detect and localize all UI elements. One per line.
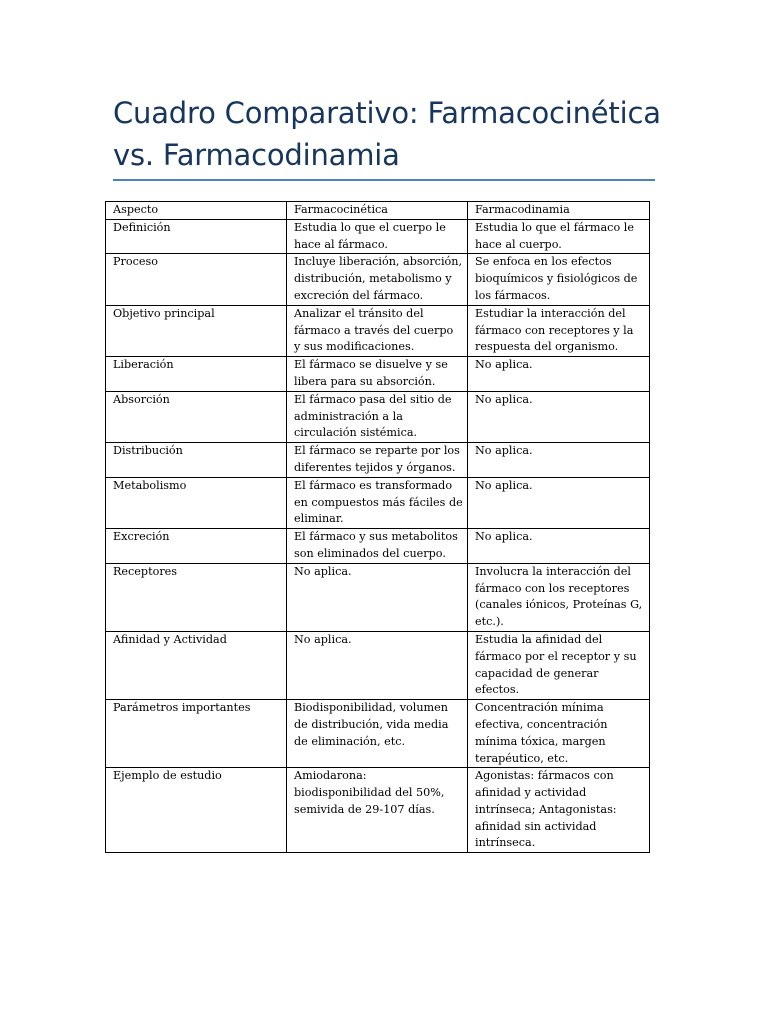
row-pk-cell: El fármaco se disuelve y se libera para su absorción. bbox=[287, 357, 468, 392]
row-pd-cell: Concentración mínima efectiva, concentración mínima tóxica, margen terapéutico, etc. bbox=[468, 700, 650, 768]
row-pk-cell: Incluye liberación, absorción, distribución, metabolismo y excreción del fármaco. bbox=[287, 254, 468, 305]
table-row bbox=[106, 254, 650, 305]
table-row bbox=[106, 219, 650, 254]
row-pk-cell: No aplica. bbox=[287, 631, 468, 699]
row-aspect-cell: Objetivo principal bbox=[106, 305, 287, 356]
row-pk-cell: Amiodarona: biodisponibilidad del 50%, semivida de 29-107 días. bbox=[287, 768, 468, 853]
row-pk-cell: No aplica. bbox=[287, 563, 468, 631]
row-pd-cell: No aplica. bbox=[468, 391, 650, 442]
row-aspect-cell: Parámetros importantes bbox=[106, 700, 287, 768]
table-row bbox=[106, 529, 650, 564]
row-aspect-cell: Proceso bbox=[106, 254, 287, 305]
row-aspect-cell: Distribución bbox=[106, 443, 287, 478]
row-aspect-cell: Definición bbox=[106, 219, 287, 254]
row-aspect-cell: Afinidad y Actividad bbox=[106, 631, 287, 699]
row-pd-cell: No aplica. bbox=[468, 357, 650, 392]
table-row bbox=[106, 305, 650, 356]
table-row bbox=[106, 443, 650, 478]
row-aspect-cell: Absorción bbox=[106, 391, 287, 442]
row-pd-cell: No aplica. bbox=[468, 443, 650, 478]
row-pd-cell: Estudia la afinidad del fármaco por el receptor y su capacidad de generar efectos. bbox=[468, 631, 650, 699]
table-header-row bbox=[106, 202, 650, 220]
header-cell-farmacodinamia: Farmacodinamia bbox=[468, 202, 650, 220]
table-row bbox=[106, 700, 650, 768]
row-aspect-cell: Receptores bbox=[106, 563, 287, 631]
row-pk-cell: El fármaco y sus metabolitos son eliminados del cuerpo. bbox=[287, 529, 468, 564]
document-title: Cuadro Comparativo: Farmacocinética vs. Farmacodinamia bbox=[113, 96, 661, 172]
row-pd-cell: No aplica. bbox=[468, 477, 650, 528]
row-pd-cell: Agonistas: fármacos con afinidad y actividad intrínseca; Antagonistas: afinidad sin actividad intrínseca. bbox=[468, 768, 650, 853]
table-row bbox=[106, 477, 650, 528]
row-pd-cell: Involucra la interacción del fármaco con los receptores (canales iónicos, Proteínas G, etc.). bbox=[468, 563, 650, 631]
row-aspect-cell: Metabolismo bbox=[106, 477, 287, 528]
header-cell-aspecto: Aspecto bbox=[106, 202, 287, 220]
row-pd-cell: No aplica. bbox=[468, 529, 650, 564]
row-pd-cell: Estudia lo que el fármaco le hace al cuerpo. bbox=[468, 219, 650, 254]
header-cell-farmacocinetica: Farmacocinética bbox=[287, 202, 468, 220]
table-row bbox=[106, 563, 650, 631]
row-aspect-cell: Excreción bbox=[106, 529, 287, 564]
table-row bbox=[106, 768, 650, 853]
comparison-table bbox=[105, 201, 650, 853]
table-row bbox=[106, 357, 650, 392]
row-pk-cell: Analizar el tránsito del fármaco a través del cuerpo y sus modificaciones. bbox=[287, 305, 468, 356]
row-aspect-cell: Liberación bbox=[106, 357, 287, 392]
row-pk-cell: Estudia lo que el cuerpo le hace al fármaco. bbox=[287, 219, 468, 254]
row-pd-cell: Estudiar la interacción del fármaco con receptores y la respuesta del organismo. bbox=[468, 305, 650, 356]
table-row bbox=[106, 631, 650, 699]
row-pk-cell: El fármaco pasa del sitio de administración a la circulación sistémica. bbox=[287, 391, 468, 442]
row-aspect-cell: Ejemplo de estudio bbox=[106, 768, 287, 853]
row-pd-cell: Se enfoca en los efectos bioquímicos y fisiológicos de los fármacos. bbox=[468, 254, 650, 305]
row-pk-cell: El fármaco se reparte por los diferentes tejidos y órganos. bbox=[287, 443, 468, 478]
title-underline bbox=[113, 179, 655, 181]
row-pk-cell: Biodisponibilidad, volumen de distribución, vida media de eliminación, etc. bbox=[287, 700, 468, 768]
row-pk-cell: El fármaco es transformado en compuestos más fáciles de eliminar. bbox=[287, 477, 468, 528]
table-row bbox=[106, 391, 650, 442]
